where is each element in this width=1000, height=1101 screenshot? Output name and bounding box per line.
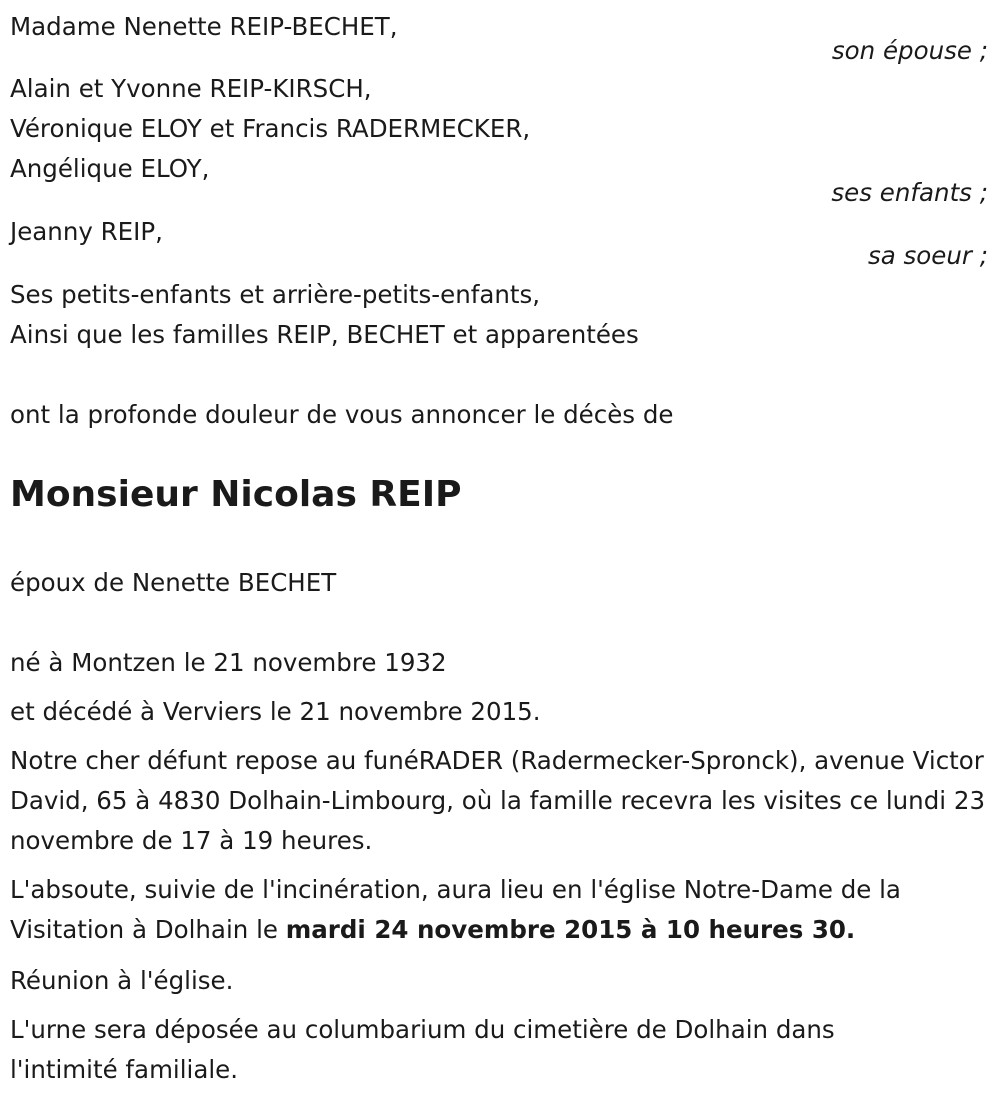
spouse-role: son épouse ; xyxy=(831,36,988,65)
birth-info: né à Montzen le 21 novembre 1932 xyxy=(10,648,447,677)
child-line: Alain et Yvonne REIP-KIRSCH, xyxy=(10,74,372,103)
sister-role: sa soeur ; xyxy=(867,241,988,270)
children-list xyxy=(10,69,530,189)
other-family-line: Ses petits-enfants et arrière-petits-enfants, xyxy=(10,280,541,309)
spouse-of: époux de Nenette BECHET xyxy=(10,568,337,597)
child-line: Véronique ELOY et Francis RADERMECKER, xyxy=(10,114,531,143)
ceremony-date: mardi 24 novembre 2015 à 10 heures 30. xyxy=(285,915,856,944)
children-role: ses enfants ; xyxy=(831,178,988,207)
urn-info: L'urne sera déposée au columbarium du cimetière de Dolhain dans l'intimité familiale. xyxy=(10,1015,835,1084)
ceremony-info xyxy=(10,870,985,950)
reunion-info: Réunion à l'église. xyxy=(10,966,234,995)
visitation-info: Notre cher défunt repose au funéRADER (Radermecker-Spronck), avenue Victor David, 65 à 4830 Dolhain-Limbourg, où la famille recevra les visites ce lundi 23 novembre de 17 à 19 heures. xyxy=(10,746,986,855)
death-info: et décédé à Verviers le 21 novembre 2015. xyxy=(10,697,541,726)
ceremony-text: L'absoute, suivie de l'incinération, aura lieu en l'église Notre-Dame de la Visitation à Dolhain le xyxy=(10,875,901,944)
announcement: ont la profonde douleur de vous annoncer le décès de xyxy=(10,400,674,429)
sister-name: Jeanny REIP, xyxy=(10,217,163,246)
other-family-line: Ainsi que les familles REIP, BECHET et apparentées xyxy=(10,320,639,349)
spouse-name: Madame Nenette REIP-BECHET, xyxy=(10,12,398,41)
other-family xyxy=(10,275,639,355)
child-line: Angélique ELOY, xyxy=(10,154,210,183)
deceased-name: Monsieur Nicolas REIP xyxy=(10,474,462,515)
